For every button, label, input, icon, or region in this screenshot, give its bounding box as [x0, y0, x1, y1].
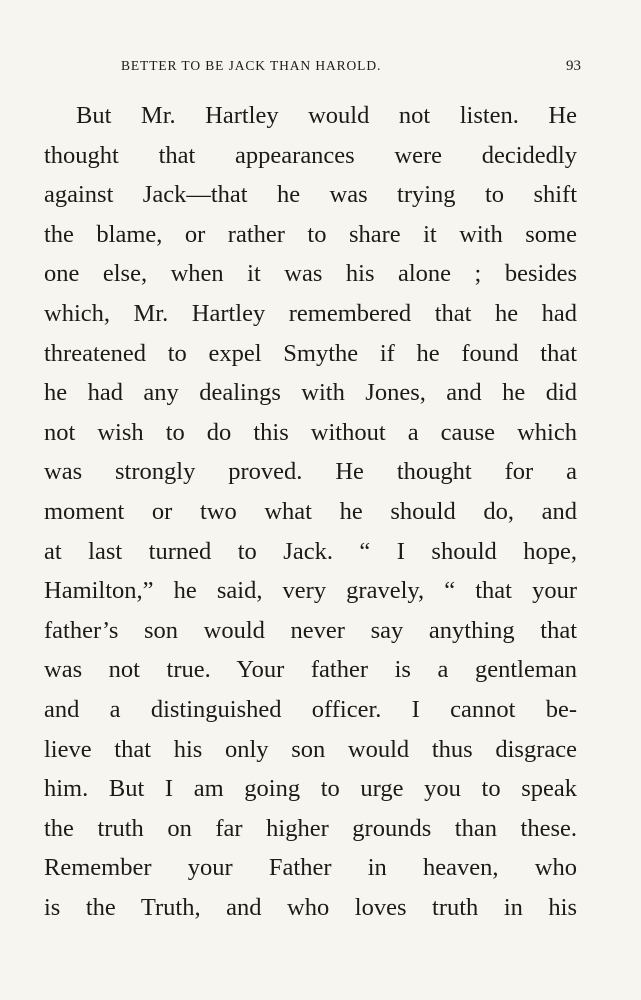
text-line: which, Mr. Hartley remembered that he had — [44, 299, 577, 327]
page-number: 93 — [566, 58, 581, 74]
body-paragraph — [44, 96, 577, 927]
running-head — [121, 58, 581, 80]
text-line: him. But I am going to urge you to speak — [44, 775, 577, 803]
text-line: thought that appearances were decidedly — [44, 141, 577, 169]
text-line: at last turned to Jack. “ I should hope, — [44, 537, 577, 565]
text-line: lieve that his only son would thus disgrace — [44, 735, 577, 763]
text-line: he had any dealings with Jones, and he did — [44, 379, 577, 407]
text-line: Remember your Father in heaven, who — [44, 854, 577, 882]
text-line: and a distinguished officer. I cannot be- — [44, 695, 577, 723]
text-line: was strongly proved. He thought for a — [44, 458, 577, 486]
text-line: Hamilton,” he said, very gravely, “ that your — [44, 577, 577, 605]
running-title: BETTER TO BE JACK THAN HAROLD. — [121, 58, 382, 73]
text-line: threatened to expel Smythe if he found that — [44, 339, 577, 367]
text-line: against Jack—that he was trying to shift — [44, 181, 577, 209]
text-line: was not true. Your father is a gentleman — [44, 656, 577, 684]
text-line: the truth on far higher grounds than these. — [44, 814, 577, 842]
text-line: not wish to do this without a cause which — [44, 418, 577, 446]
text-line: the blame, or rather to share it with some — [44, 220, 577, 248]
text-line: moment or two what he should do, and — [44, 497, 577, 525]
text-line: one else, when it was his alone ; besides — [44, 260, 577, 288]
text-line: father’s son would never say anything that — [44, 616, 577, 644]
text-line: But Mr. Hartley would not listen. He — [76, 102, 577, 129]
text-line: is the Truth, and who loves truth in his — [44, 893, 577, 921]
